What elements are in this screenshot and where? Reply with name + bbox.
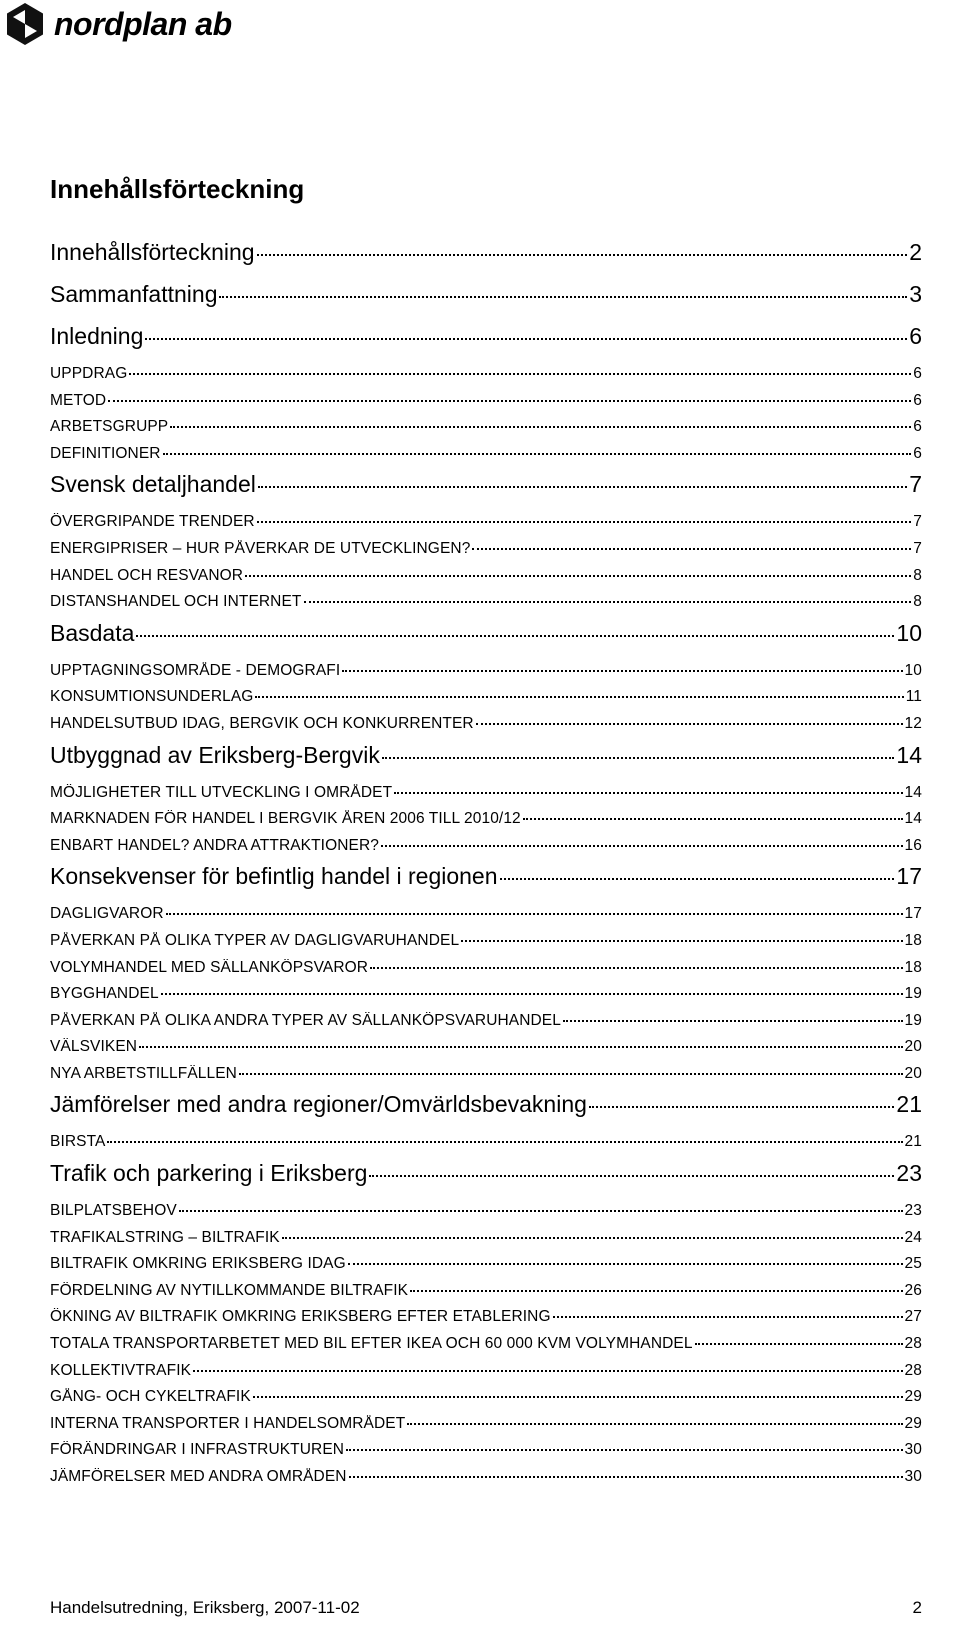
toc-entry-label: BILPLATSBEHOV [50,1202,177,1220]
toc-entry-label: METOD [50,391,107,409]
toc-dot-leader [523,818,903,820]
toc-section-entry[interactable] [50,1229,922,1256]
toc-entry-label: TOTALA TRANSPORTARBETET MED BIL EFTER IKEA OCH 60 000 KVM VOLYMHANDEL [50,1335,693,1353]
toc-entry-page: 17 [904,905,922,923]
toc-section-entry[interactable] [50,1065,922,1092]
toc-section-entry[interactable] [50,567,922,594]
toc-dot-leader [410,1290,902,1292]
toc-dot-leader [394,792,902,794]
toc-dot-leader [136,635,894,637]
toc-dot-leader [476,723,903,725]
toc-dot-leader [255,696,903,698]
toc-dot-leader [349,1476,903,1478]
toc-entry-page: 26 [904,1281,922,1299]
toc-section-entry[interactable] [50,1441,922,1468]
toc-section-entry[interactable] [50,662,922,689]
toc-dot-leader [695,1343,903,1345]
toc-section-entry[interactable] [50,513,922,540]
toc-title: Innehållsförteckning [50,174,305,204]
toc-entry-page: 14 [904,783,922,801]
toc-entry-label: NYA ARBETSTILLFÄLLEN [50,1064,237,1082]
toc-entry-page: 6 [913,418,922,436]
toc-entry-page: 24 [904,1228,922,1246]
toc-entry-label: ARBETSGRUPP [50,418,169,436]
toc-entry-label: MARKNADEN FÖR HANDEL I BERGVIK ÅREN 2006 TILL 2010/12 [50,810,521,828]
toc-entry-page: 19 [904,985,922,1003]
toc-dot-leader [461,940,902,942]
nordplan-hexagon-icon [2,1,48,47]
logo-text: nordplan ab [54,6,232,42]
toc-entry-page: 19 [904,1011,922,1029]
toc-section-entry[interactable] [50,1335,922,1362]
toc-dot-leader [179,1210,903,1212]
toc-section-entry[interactable] [50,810,922,837]
toc-entry-page: 28 [904,1361,922,1379]
toc-entry-page: 29 [904,1414,922,1432]
toc-entry-page: 16 [904,836,922,854]
toc-dot-leader [245,575,911,577]
toc-entry-label: Sammanfattning [50,281,218,307]
toc-entry-page: 7 [913,539,922,557]
toc-dot-leader [553,1316,903,1318]
toc-entry-label: PÅVERKAN PÅ OLIKA TYPER AV DAGLIGVARUHANDEL [50,931,460,949]
toc-entry-page: 8 [913,593,922,611]
toc-entry-page: 27 [904,1308,922,1326]
toc-dot-leader [346,1449,902,1451]
toc-entry-label: FÖRÄNDRINGAR I INFRASTRUKTUREN [50,1441,345,1459]
toc-section-entry[interactable] [50,1133,922,1160]
toc-entry-page: 6 [913,444,922,462]
toc-entry-page: 6 [913,391,922,409]
toc-dot-leader [129,373,911,375]
toc-entry-label: HANDELSUTBUD IDAG, BERGVIK OCH KONKURRENTER [50,714,474,732]
toc-entry-page: 30 [904,1468,922,1485]
toc-entry-label: DAGLIGVAROR [50,905,164,923]
toc-entry-page: 20 [904,1064,922,1082]
toc-entry-page: 11 [905,688,922,706]
toc-dot-leader [407,1423,902,1425]
toc-section-entry[interactable] [50,837,922,864]
toc-entry-page: 23 [904,1202,922,1220]
toc-dot-leader [348,1263,903,1265]
toc-dot-leader [369,1175,894,1177]
toc-dot-leader [589,1106,894,1108]
toc-entry-page: 8 [913,566,922,584]
toc-entry-page: 10 [904,661,922,679]
toc-entry-label: INTERNA TRANSPORTER I HANDELSOMRÅDET [50,1414,406,1432]
toc-chapter-entry[interactable] [50,1160,922,1202]
toc-entry-label: VOLYMHANDEL MED SÄLLANKÖPSVAROR [50,958,369,976]
toc-section-entry[interactable] [50,905,922,932]
toc-entry-page: 20 [904,1038,922,1056]
toc-entry-label: HANDEL OCH RESVANOR [50,566,244,584]
toc-dot-leader [239,1073,903,1075]
toc-entry-label: Svensk detaljhandel [50,471,256,498]
toc-dot-leader [107,1141,902,1143]
toc-dot-leader [163,453,912,455]
toc-entry-label: KONSUMTIONSUNDERLAG [50,688,254,706]
toc-dot-leader [145,338,907,340]
toc-entry-page: 3 [909,281,922,307]
toc-dot-leader [370,967,902,969]
toc-section-entry[interactable] [50,784,922,811]
toc-dot-leader [257,521,912,523]
toc-section-entry[interactable] [50,1468,922,1495]
toc-entry-label: Inledning [50,323,144,349]
toc-entry-page: 25 [904,1255,922,1273]
toc-entry-page: 6 [909,323,922,349]
toc-entry-label: FÖRDELNING AV NYTILLKOMMANDE BILTRAFIK [50,1281,409,1299]
toc-chapter-entry[interactable] [50,620,922,662]
toc-entry-page: 17 [896,863,922,890]
toc-entry-page: 10 [896,619,922,646]
toc-dot-leader [108,400,911,402]
toc-dot-leader [500,878,895,880]
toc-section-entry[interactable] [50,445,922,472]
toc-dot-leader [193,1370,903,1372]
toc-section-entry[interactable] [50,688,922,715]
toc-entry-label: ENERGIPRISER – HUR PÅVERKAR DE UTVECKLINGEN? [50,539,471,557]
toc-chapter-entry[interactable] [50,471,922,513]
toc-entry-page: 18 [904,931,922,949]
toc-chapter-entry[interactable] [50,1091,922,1133]
toc-dot-leader [253,1396,903,1398]
toc-entry-label: Utbyggnad av Eriksberg-Bergvik [50,741,380,768]
footer-page-number: 2 [912,1598,922,1617]
toc-entry-page: 30 [904,1441,922,1459]
toc-section-entry[interactable] [50,959,922,986]
toc-entry-label: BYGGHANDEL [50,985,159,1003]
toc-section-entry[interactable] [50,715,922,742]
toc-section-entry[interactable] [50,1415,922,1442]
toc-entry-label: BILTRAFIK OMKRING ERIKSBERG IDAG [50,1255,346,1273]
toc-entry-label: VÄLSVIKEN [50,1038,138,1056]
toc-dot-leader [257,254,908,256]
toc-entry-label: UPPTAGNINGSOMRÅDE - DEMOGRAFI [50,661,341,679]
toc-section-entry[interactable] [50,1282,922,1309]
toc-dot-leader [219,296,907,298]
toc-entry-page: 14 [904,810,922,828]
toc-section-entry[interactable] [50,392,922,419]
logo [0,0,232,48]
page-footer [50,1598,922,1618]
toc-dot-leader [381,845,903,847]
toc-section-entry[interactable] [50,593,922,620]
toc-section-entry[interactable] [50,1038,922,1065]
toc-entry-label: UPPDRAG [50,365,128,382]
toc-entry-page: 7 [909,471,922,498]
toc-entry-label: MÖJLIGHETER TILL UTVECKLING I OMRÅDET [50,783,393,801]
toc-entry-label: DEFINITIONER [50,444,161,462]
toc-entry-label: Innehållsförteckning [50,239,255,265]
toc-section-entry[interactable] [50,540,922,567]
toc-entry-label: KOLLEKTIVTRAFIK [50,1361,192,1379]
toc-dot-leader [382,757,895,759]
toc-section-entry[interactable] [50,1362,922,1389]
toc-chapter-entry[interactable] [50,863,922,905]
toc-entry-page: 29 [904,1388,922,1406]
toc-entry-label: ÖVERGRIPANDE TRENDER [50,513,255,531]
toc-entry-label: JÄMFÖRELSER MED ANDRA OMRÅDEN [50,1468,347,1485]
toc-section-entry[interactable] [50,1308,922,1335]
toc-section-entry[interactable] [50,1202,922,1229]
toc-entry-page: 2 [909,239,922,265]
toc-section-entry[interactable] [50,1255,922,1282]
toc-entry-page: 23 [896,1160,922,1187]
toc-entry-page: 18 [904,958,922,976]
toc-entry-page: 12 [904,714,922,732]
toc-entry-label: ÖKNING AV BILTRAFIK OMKRING ERIKSBERG EFTER ETABLERING [50,1308,551,1326]
toc-dot-leader [170,426,911,428]
toc-chapter-entry[interactable] [50,239,922,281]
toc-entry-page: 21 [896,1091,922,1118]
table-of-contents [50,239,922,1495]
toc-dot-leader [304,601,912,603]
toc-entry-label: Konsekvenser för befintlig handel i regionen [50,863,498,890]
toc-entry-label: TRAFIKALSTRING – BILTRAFIK [50,1228,280,1246]
toc-section-entry[interactable] [50,1388,922,1415]
toc-dot-leader [166,913,903,915]
toc-entry-page: 7 [913,513,922,531]
toc-section-entry[interactable] [50,932,922,959]
toc-section-entry[interactable] [50,365,922,392]
toc-entry-page: 28 [904,1335,922,1353]
toc-entry-label: Basdata [50,619,135,646]
toc-dot-leader [161,993,903,995]
toc-entry-label: ENBART HANDEL? ANDRA ATTRAKTIONER? [50,836,379,854]
toc-section-entry[interactable] [50,1012,922,1039]
toc-chapter-entry[interactable] [50,742,922,784]
toc-entry-page: 21 [904,1133,922,1151]
toc-dot-leader [258,486,907,488]
toc-entry-label: BIRSTA [50,1133,106,1151]
toc-entry-label: Jämförelser med andra regioner/Omvärldsbevakning [50,1091,587,1118]
toc-entry-label: Trafik och parkering i Eriksberg [50,1160,368,1187]
toc-entry-label: GÅNG- OCH CYKELTRAFIK [50,1388,251,1406]
toc-dot-leader [472,548,911,550]
toc-chapter-entry[interactable] [50,281,922,323]
toc-dot-leader [563,1020,903,1022]
toc-dot-leader [282,1237,903,1239]
toc-entry-page: 14 [896,741,922,768]
toc-dot-leader [342,670,902,672]
toc-entry-page: 6 [913,365,922,382]
toc-chapter-entry[interactable] [50,323,922,365]
toc-entry-label: DISTANSHANDEL OCH INTERNET [50,593,302,611]
footer-document-info: Handelsutredning, Eriksberg, 2007-11-02 [50,1598,360,1617]
toc-section-entry[interactable] [50,985,922,1012]
toc-section-entry[interactable] [50,418,922,445]
toc-dot-leader [139,1046,902,1048]
toc-entry-label: PÅVERKAN PÅ OLIKA ANDRA TYPER AV SÄLLANKÖPSVARUHANDEL [50,1011,561,1029]
